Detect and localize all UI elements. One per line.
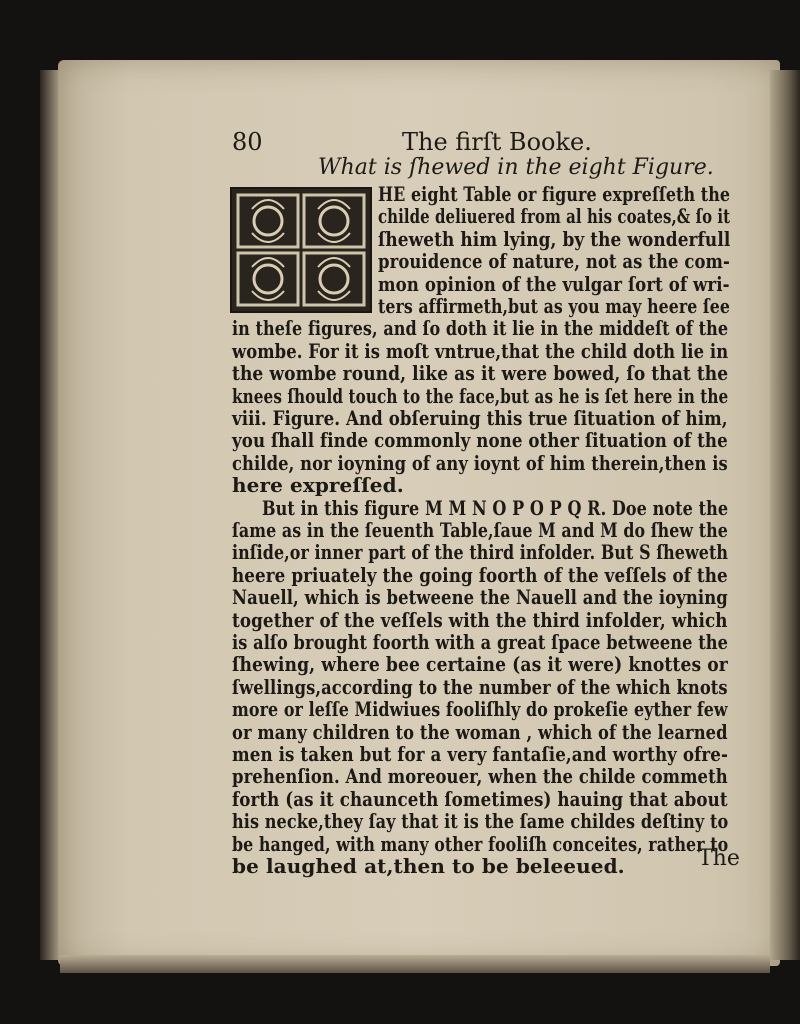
text-line: or many children to the woman , which of the learned xyxy=(232,719,728,744)
running-title: The firſt Booke. xyxy=(402,128,592,156)
text-line: HE eight Table or figure expreſſeth the xyxy=(378,182,731,206)
text-line: But in this figure M M N O P O P Q R. Doe note the xyxy=(262,495,729,520)
text-line: childe, nor ioyning of any ioynt of him therein,then is xyxy=(232,450,728,475)
text-line: ſheweth him lying, by the wonderfull xyxy=(378,226,731,251)
book-fore-edge xyxy=(770,70,800,960)
text-line: in theſe figures, and ſo doth it lie in the middeſt of the xyxy=(232,316,729,341)
page-number: 80 xyxy=(232,128,263,156)
text-line: men is taken but for a very fantaſie,and worthy ofre- xyxy=(232,742,728,766)
text-line: forth (as it chaunceth ſometimes) hauing that about xyxy=(232,786,728,811)
text-line: the wombe round, like as it were bowed, ſo that the xyxy=(232,361,729,386)
text-line: inſide,or inner part of the third infolder. But S ſheweth xyxy=(232,540,729,565)
text-line: ſwellings,according to the number of the which knots xyxy=(232,674,728,699)
text-line: viii. Figure. And obſeruing this true ſituation of him, xyxy=(232,406,728,430)
text-line: knees ſhould touch to the face,but as he is ſet here in the xyxy=(232,383,729,408)
text-line: together of the veſſels with the third infolder, which xyxy=(232,607,728,632)
text-line: ſame as in the ſeuenth Table,ſaue M and M do ſhew the xyxy=(232,518,728,542)
text-line: prehenſion. And moreouer, when the childe commeth xyxy=(232,764,728,789)
text-line: childe deliuered from al his coates,& ſo it xyxy=(378,204,731,229)
text-line: wombe. For it is moſt vntrue,that the child doth lie in xyxy=(232,338,729,363)
figure-caption: What is ſhewed in the eight Figure. xyxy=(318,155,714,180)
catchword: The xyxy=(698,846,740,871)
text-line: you ſhall finde commonly none other ſituation of the xyxy=(232,428,728,453)
text-line: more or leſſe Midwiues fooliſhly do prokeſie eyther few xyxy=(232,697,728,722)
text-line: is alſo brought foorth with a great ſpace betweene the xyxy=(232,630,729,654)
text-line: be hanged, with many other fooliſh conceites, rather to xyxy=(232,831,729,856)
text-line: prouidence of nature, not as the com- xyxy=(378,249,730,274)
woodcut-initial-illustration xyxy=(230,187,372,313)
text-line: Nauell, which is betweene the Nauell and the ioyning xyxy=(232,585,728,610)
text-line: be laughed at,then to be beleeued. xyxy=(232,854,625,878)
text-line: ters affirmeth,but as you may heere ſee xyxy=(378,294,730,318)
page-bottom-edge xyxy=(60,955,770,973)
text-line: ſhewing, where bee certaine (as it were) knottes or xyxy=(232,652,728,677)
text-line: his necke,they ſay that it is the ſame childes deſtiny to xyxy=(232,809,729,834)
text-line: here expreſſed. xyxy=(232,473,404,498)
text-line: heere priuately the going foorth of the veſſels of the xyxy=(232,562,728,587)
woodcut-ornament-icon xyxy=(232,189,370,311)
text-line: mon opinion of the vulgar ſort of wri- xyxy=(378,271,730,296)
